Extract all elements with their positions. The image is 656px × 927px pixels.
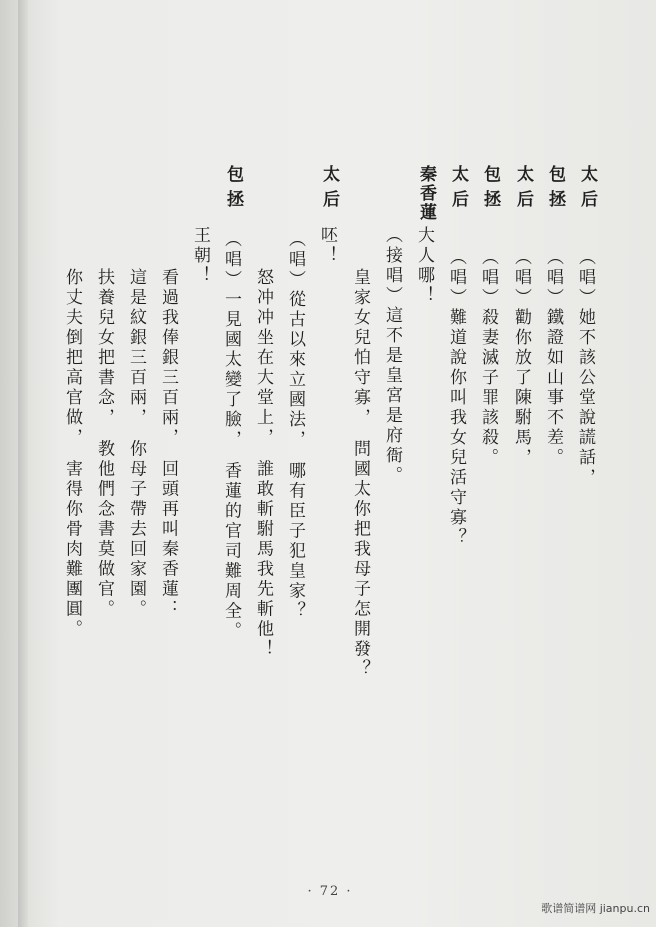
page-fold-shadow (18, 0, 28, 927)
dialogue-line: （唱）殺妻滅子罪該殺。 (478, 248, 498, 468)
page-number: · 72 · (307, 884, 353, 899)
speaker-label: 太后 (577, 165, 597, 215)
speaker-label: 太后 (448, 165, 468, 215)
dialogue-line: 呸！ (317, 226, 337, 266)
dialogue-line: （唱）一見國太變了臉， 香蓮的官司難周全。 (221, 230, 241, 642)
dialogue-line: （唱）從古以來立國法， 哪有臣子犯皇家？ (285, 230, 305, 622)
speaker-label: 包拯 (545, 165, 565, 215)
dialogue-line: 看過我俸銀三百兩， 回頭再叫秦香蓮： (158, 268, 178, 620)
speaker-label: 太后 (513, 165, 533, 215)
dialogue-line: 大人哪！ (414, 226, 434, 306)
dialogue-line: 皇家女兒怕守寡， 問國太你把我母子怎開發？ (350, 268, 370, 680)
speaker-label: 太后 (319, 165, 339, 215)
speaker-label: 包拯 (480, 165, 500, 215)
dialogue-line: （唱）她不該公堂說謊話， (575, 248, 595, 488)
speaker-label: 秦香蓮 (416, 165, 436, 222)
dialogue-line: 這是紋銀三百兩， 你母子帶去回家園。 (126, 268, 146, 620)
dialogue-line: （唱）鐵證如山事不差。 (543, 248, 563, 468)
speaker-label: 包拯 (223, 165, 243, 215)
dialogue-line: （唱）難道說你叫我女兒活守寡？ (446, 248, 466, 548)
dialogue-line: （唱）勸你放了陳駙馬， (511, 248, 531, 468)
dialogue-line: （接唱）這不是皇宮是府衙。 (382, 226, 402, 486)
site-watermark: 歌谱简谱网 jianpu.cn (541, 902, 650, 915)
dialogue-line: 怒冲冲坐在大堂上， 誰敢斬駙馬我先斬他！ (253, 268, 273, 660)
dialogue-line: 扶養兒女把書念， 教他們念書莫做官。 (94, 268, 114, 620)
dialogue-line: 王朝！ (190, 226, 210, 286)
dialogue-line: 你丈夫倒把高官做， 害得你骨肉難團圓。 (62, 268, 82, 640)
